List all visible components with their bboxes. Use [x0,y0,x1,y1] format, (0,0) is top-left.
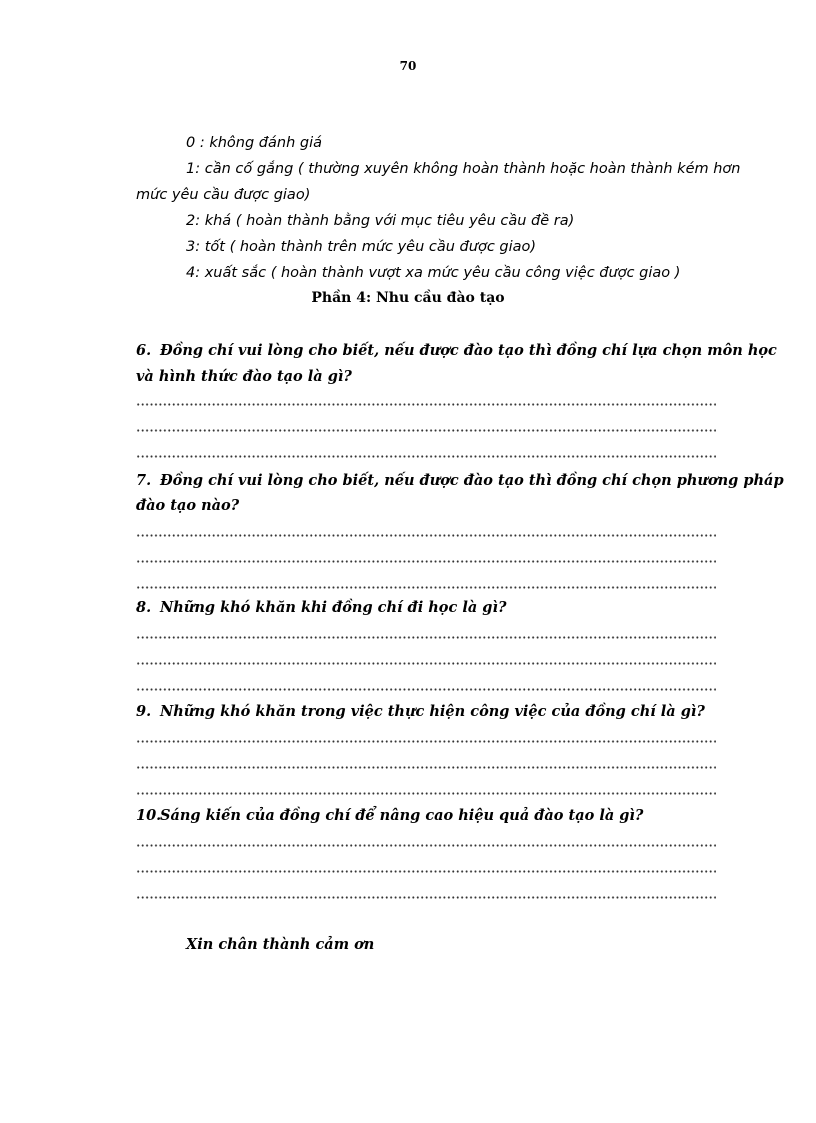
answer-line[interactable] [136,455,716,458]
page-number: 70 [399,59,417,73]
answer-line[interactable] [136,560,716,563]
question-7 [136,472,784,489]
question-text: Đồng chí vui lòng cho biết, nếu được đào tạo thì đồng chí lựa chọn môn học [160,342,777,359]
question-6-continued: và hình thức đào tạo là gì? [136,368,352,385]
rating-line-3: 3: tốt ( hoàn thành trên mức yêu cầu được giao) [186,239,537,255]
rating-line-1-continued: mức yêu cầu được giao) [136,187,311,203]
question-number: 9. [136,703,152,720]
rating-line-2: 2: khá ( hoàn thành bằng với mục tiêu yêu cầu đề ra) [186,213,575,229]
question-text: Những khó khăn khi đồng chí đi học là gì? [160,599,507,616]
question-number: 7. [136,472,152,489]
answer-line[interactable] [136,844,716,847]
question-9 [136,705,740,720]
rating-line-0: 0 : không đánh giá [186,135,322,151]
answer-line[interactable] [136,870,716,873]
question-8 [136,601,740,616]
answer-line[interactable] [136,636,716,639]
answer-line[interactable] [136,586,716,589]
answer-line[interactable] [136,662,716,665]
section-title: Phần 4: Nhu cầu đào tạo [311,290,505,306]
rating-line-4: 4: xuất sắc ( hoàn thành vượt xa mức yêu cầu công việc được giao ) [186,265,681,281]
question-text: Đồng chí vui lòng cho biết, nếu được đào tạo thì đồng chí chọn phương pháp [160,472,784,489]
question-number: 10. [136,807,162,824]
question-6 [136,342,777,359]
answer-line[interactable] [136,740,716,743]
question-10 [136,809,740,824]
answer-line[interactable] [136,766,716,769]
question-text: Sáng kiến của đồng chí để nâng cao hiệu quả đào tạo là gì? [160,807,644,824]
answer-line[interactable] [136,534,716,537]
rating-line-1: 1: cần cố gắng ( thường xuyên không hoàn thành hoặc hoàn thành kém hơn [186,161,741,177]
answer-line[interactable] [136,896,716,899]
closing-thanks: Xin chân thành cảm ơn [186,936,375,953]
question-number: 8. [136,599,152,616]
answer-line[interactable] [136,792,716,795]
answer-line[interactable] [136,403,716,406]
answer-line[interactable] [136,688,716,691]
answer-line[interactable] [136,429,716,432]
question-number: 6. [136,342,152,359]
question-text: Những khó khăn trong việc thực hiện công việc của đồng chí là gì? [160,703,705,720]
question-7-continued: đào tạo nào? [136,497,240,514]
